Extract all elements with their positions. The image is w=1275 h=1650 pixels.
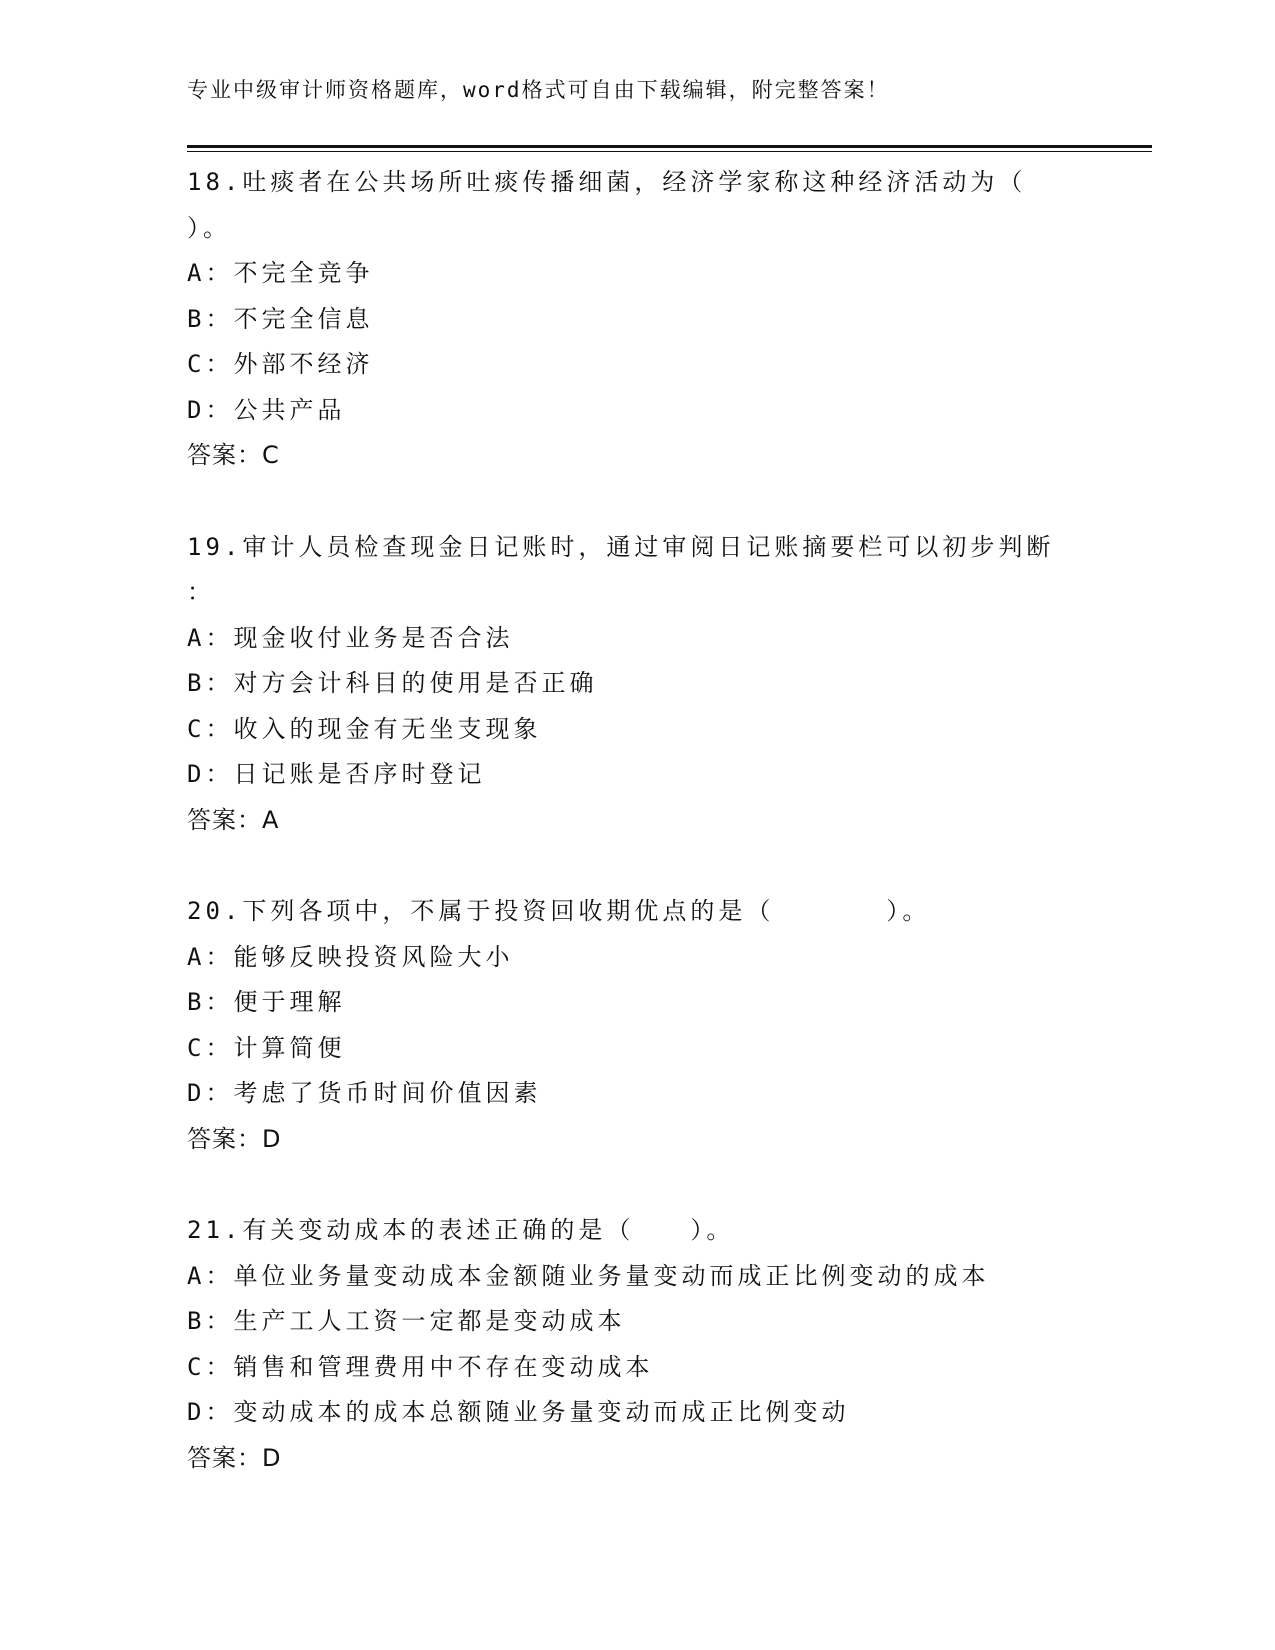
option-d: D：变动成本的成本总额随业务量变动而成正比例变动	[187, 1398, 850, 1426]
question-stem-continued: ：	[187, 578, 215, 606]
header-rule-thick	[187, 145, 1152, 148]
option-c: C：收入的现金有无坐支现象	[187, 714, 542, 743]
option-a: A：单位业务量变动成本金额随业务量变动而成正比例变动的成本	[187, 1261, 990, 1290]
question-stem: 19.审计人员检查现金日记账时，通过审阅日记账摘要栏可以初步判断	[187, 532, 1055, 561]
option-b: B：便于理解	[187, 988, 346, 1016]
question-19	[187, 525, 1117, 844]
question-stem-continued: ）。	[187, 213, 231, 242]
page-header: 专业中级审计师资格题库，word格式可自由下载编辑，附完整答案！	[187, 78, 890, 102]
spacer	[187, 479, 1117, 525]
answer-label: 答案：C	[187, 441, 280, 469]
option-b: B：不完全信息	[187, 304, 374, 333]
option-a: A：不完全竞争	[187, 259, 374, 287]
answer-label: 答案：D	[187, 1124, 282, 1153]
question-21	[187, 1208, 1117, 1481]
question-stem: 18.吐痰者在公共场所吐痰传播细菌，经济学家称这种经济活动为（	[187, 168, 1027, 196]
header-rule-thin	[187, 151, 1152, 152]
question-20	[187, 889, 1117, 1162]
option-c: C：外部不经济	[187, 350, 374, 378]
option-a: A：能够反映投资风险大小	[187, 942, 514, 971]
option-d: D：考虑了货币时间价值因素	[187, 1079, 542, 1107]
spacer	[187, 843, 1117, 889]
question-stem: 21.有关变动成本的表述正确的是（ ）。	[187, 1216, 735, 1244]
option-c: C：销售和管理费用中不存在变动成本	[187, 1352, 654, 1381]
question-18	[187, 160, 1117, 479]
question-list	[187, 160, 1117, 1481]
option-d: D：日记账是否序时登记	[187, 760, 486, 788]
answer-label: 答案：A	[187, 805, 280, 834]
option-a: A：现金收付业务是否合法	[187, 623, 514, 652]
option-d: D：公共产品	[187, 395, 346, 424]
question-stem: 20.下列各项中，不属于投资回收期优点的是（ ）。	[187, 897, 931, 925]
option-c: C：计算简便	[187, 1033, 346, 1062]
answer-label: 答案：D	[187, 1443, 282, 1472]
option-b: B：对方会计科目的使用是否正确	[187, 669, 598, 697]
spacer	[187, 1162, 1117, 1208]
option-b: B：生产工人工资一定都是变动成本	[187, 1307, 626, 1335]
